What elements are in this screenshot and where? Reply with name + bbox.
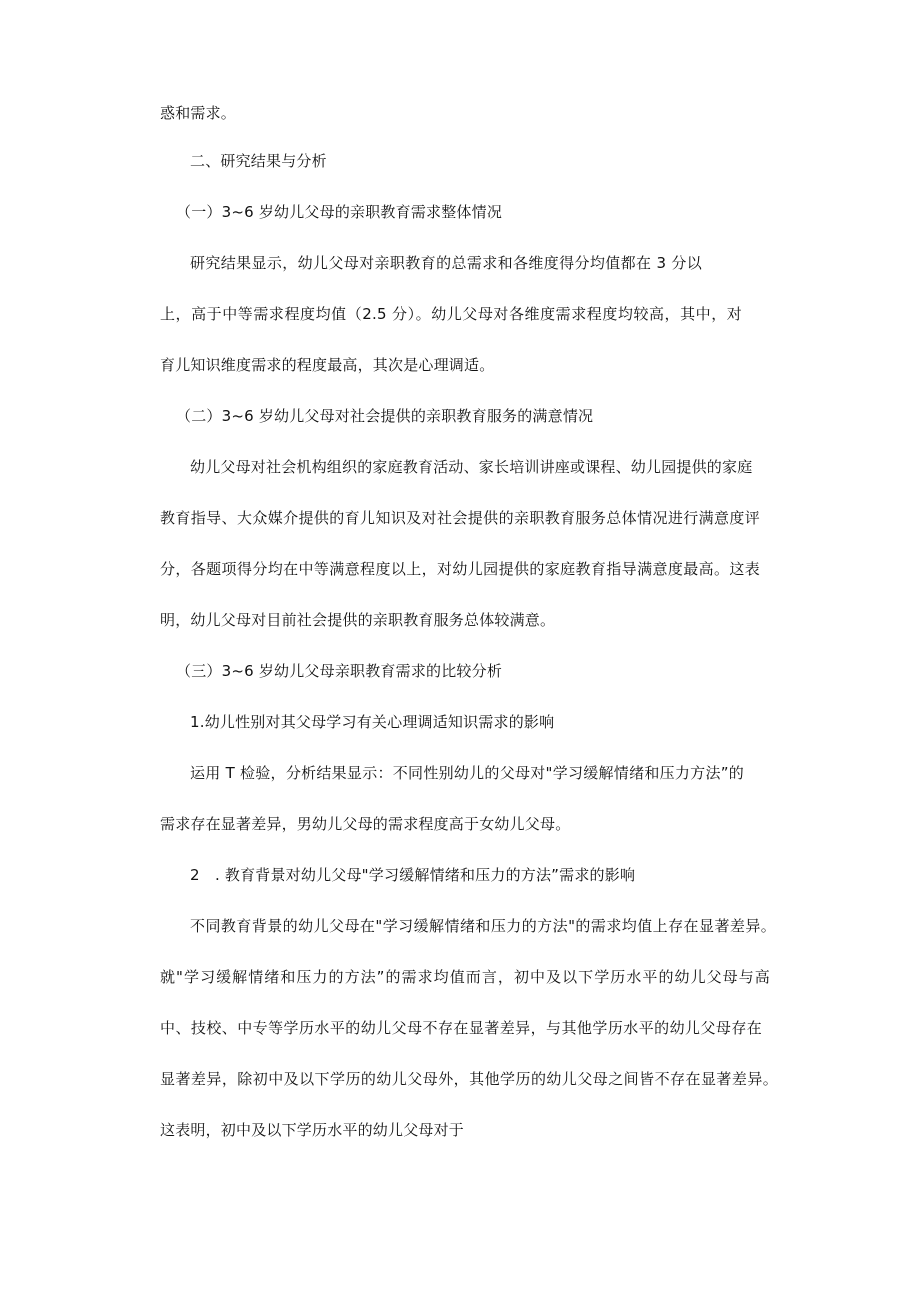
text-line: 幼儿父母对社会机构组织的家庭教育活动、家长培训讲座或课程、幼儿园提供的家庭 — [190, 458, 753, 476]
subsection-heading: 2 . 教育背景对幼儿父母"学习缓解情绪和压力的方法”需求的影响 — [190, 866, 636, 884]
section-heading: 二、研究结果与分析 — [190, 152, 327, 170]
text-line: 中、技校、中专等学历水平的幼儿父母不存在显著差异，与其他学历水平的幼儿父母存在 — [160, 1019, 762, 1037]
text-line: 惑和需求。 — [160, 104, 237, 122]
subsection-heading: （一）3~6 岁幼儿父母的亲职教育需求整体情况 — [176, 203, 503, 221]
text-line: 就"学习缓解情绪和压力的方法”的需求均值而言，初中及以下学历水平的幼儿父母与高 — [160, 968, 770, 986]
text-line: 明，幼儿父母对目前社会提供的亲职教育服务总体较满意。 — [160, 611, 556, 629]
text-line: 运用 T 检验，分析结果显示：不同性别幼儿的父母对"学习缓解情绪和压力方法”的 — [190, 764, 744, 782]
text-line: 教育指导、大众媒介提供的育儿知识及对社会提供的亲职教育服务总体情况进行满意度评 — [160, 509, 760, 527]
text-line: 育儿知识维度需求的程度最高，其次是心理调适。 — [160, 356, 495, 374]
text-line: 不同教育背景的幼儿父母在"学习缓解情绪和压力的方法"的需求均值上存在显著差异。 — [190, 917, 776, 935]
text-line: 显著差异，除初中及以下学历的幼儿父母外，其他学历的幼儿父母之间皆不存在显著差异。 — [160, 1070, 778, 1088]
subsection-heading: （二）3~6 岁幼儿父母对社会提供的亲职教育服务的满意情况 — [176, 407, 594, 425]
text-line: 需求存在显著差异，男幼儿父母的需求程度高于女幼儿父母。 — [160, 815, 571, 833]
text-line: 研究结果显示，幼儿父母对亲职教育的总需求和各维度得分均值都在 3 分以 — [190, 254, 702, 272]
text-line: 这表明，初中及以下学历水平的幼儿父母对于 — [160, 1121, 465, 1139]
subsection-heading: 1.幼儿性别对其父母学习有关心理调适知识需求的影响 — [190, 713, 555, 731]
text-line: 上，高于中等需求程度均值（2.5 分）。幼儿父母对各维度需求程度均较高，其中，对 — [160, 305, 742, 323]
subsection-heading: （三）3~6 岁幼儿父母亲职教育需求的比较分析 — [176, 662, 503, 680]
text-line: 分，各题项得分均在中等满意程度以上，对幼儿园提供的家庭教育指导满意度最高。这表 — [160, 560, 760, 578]
